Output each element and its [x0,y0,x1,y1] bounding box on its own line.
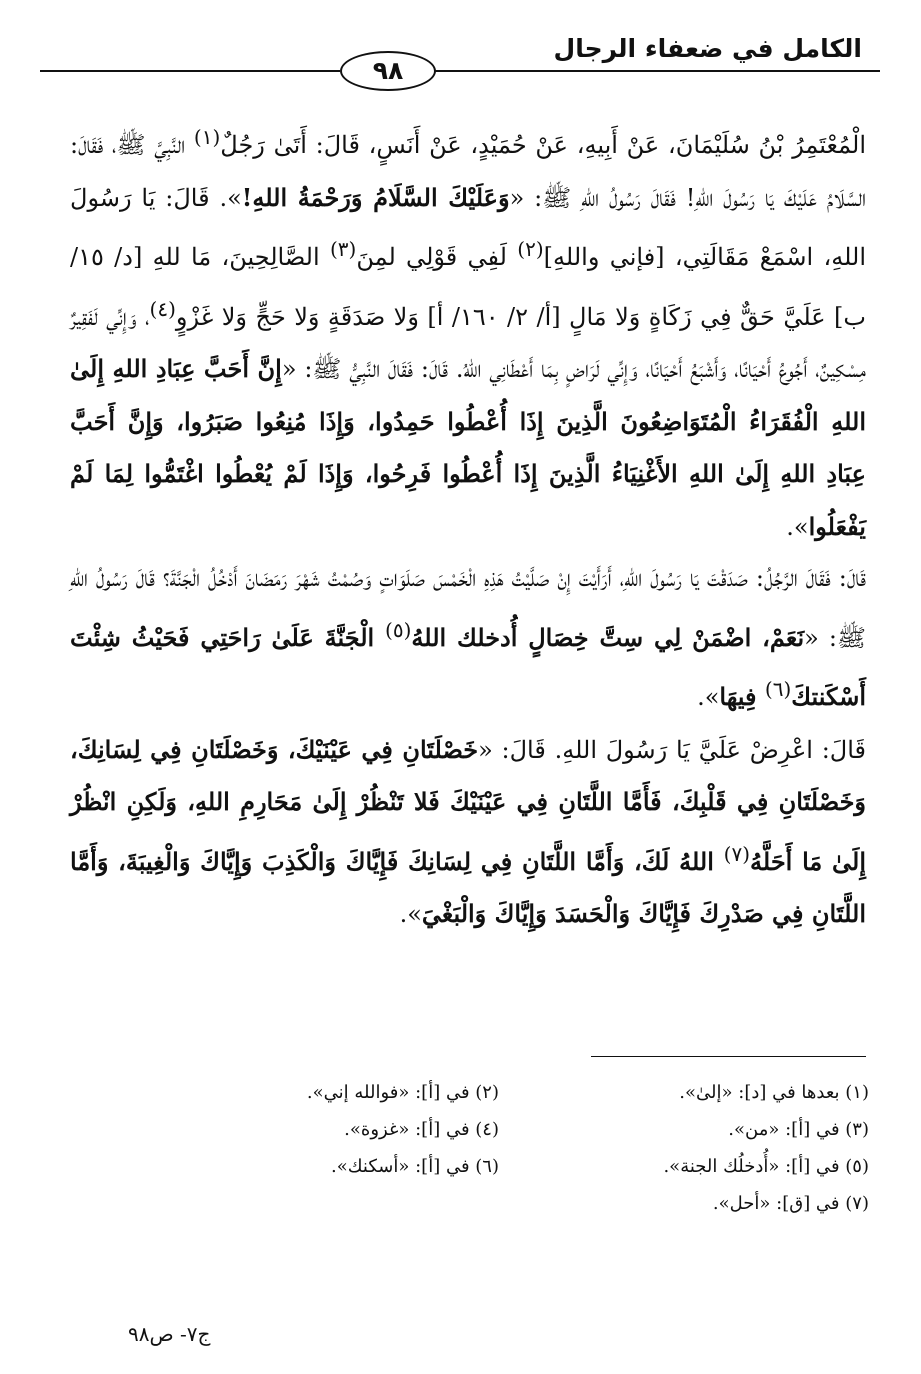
footnotes [69,1074,869,1222]
footnote-row [69,1111,869,1148]
text-segment: ». [786,512,809,541]
paragraph-3 [70,724,866,941]
text-segment: لَفِي قَوْلِي لمِنَ [356,243,518,271]
hadith-text: وَعَلَيْكَ السَّلَامُ وَرَحْمَةُ اللهِ! [241,182,510,212]
hadith-text: خَصْلَتَانِ فِي عَيْنَيْكَ، وَخَصْلَتَانِ فِي لِسَانِكَ، وَخَصْلَتَانِ فِي قَلْبِكَ، فَأَمَّا اللَّتَانِ فِي عَيْنَيْكَ فَلا تَنْظُرْ إِلَىٰ مَحَارِمِ اللهِ، وَلَكِنِ انْظُرْ إِلَىٰ مَا أَحَلَّهُ [70,734,866,876]
page-reference: ج٧- ص٩٨ [128,1322,211,1346]
footnote-ref: (٢) [517,237,544,261]
paragraph-1 [70,112,866,553]
footnote-ref: (٧) [723,841,751,866]
hadith-text: الْجَنَّةَ عَلَىٰ رَاحَتِي فَحَيْثُ شِئْتَ أَسْكَنتكَ [70,622,866,711]
footnote-row [69,1074,869,1111]
footnote: (٥) في [أ]: «أُدخلُك الجنة». [663,1156,869,1177]
text-segment: ، وَإِنِّي لَفَقِيرٌ مِسْكِينٌ، أَجُوعُ أَحْيَانًا، وَأَشْبَعُ أَحْيَانًا، وَإِنِّي لَرَاضٍ بِمَا أَعْطَانِي اللهُ. قَالَ: فَقَالَ النَّبِيُّ ﷺ: « [70,302,867,383]
footnote: (٧) في [ق]: «أحل». [712,1193,869,1214]
footnote-ref: (٤) [149,296,176,321]
main-text [70,112,866,941]
running-title: الكامل في ضعفاء الرجال [553,34,862,63]
text-segment: قَالَ: اعْرِضْ عَلَيَّ يَا رَسُولَ اللهِ. قَالَ: « [478,735,867,764]
hadith-text: نَعَمْ، اضْمَنْ لِي سِتَّ خِصَالٍ أُدخلك اللهُ [411,622,805,652]
footnote-row [69,1148,869,1185]
footnote-ref: (٦) [764,677,792,701]
footnote-ref: (٣) [329,237,357,261]
header-rule-right [435,70,880,72]
page-header [40,30,880,90]
text-segment: ». قَالَ: يَا رَسُولَ اللهِ، اسْمَعْ مَقَالَتِي، [فإني واللهِ] [70,183,866,271]
footnote: (٤) في [أ]: «غزوة». [344,1119,499,1140]
text-segment: ». [697,683,720,711]
hadith-text: فِيهَا [719,682,765,711]
text-segment: الصَّالِحِينَ، مَا للهِ [د/ ١٥/ ب] عَلَيَّ حَقٌّ فِي زَكَاةٍ وَلا مَالٍ [أ/ ٢/ ١٦٠/ أ] وَلا صَدَقَةٍ وَلا حَجٍّ وَلا غَزْوٍ [70,243,866,331]
text-segment: قَالَ: فَقَالَ الرَّجُلُ: صَدَقْتَ يَا رَسُولَ اللهِ، أَرَأَيْتَ إِنْ صَلَّيْتُ هَذِهِ الْخَمْسَ صَلَوَاتٍ وَصُمْتُ شَهْرَ رَمَضَانَ أَدْخُلُ الْجَنَّةَ؟ قَالَ رَسُولُ اللهِ ﷺ: « [70,564,866,652]
text-segment: ». [399,900,422,928]
footnote: (٣) في [أ]: «من». [728,1119,869,1140]
footnote: (١) بعدها في [د]: «إلىٰ». [679,1082,869,1103]
footnote-ref: (١) [193,125,221,149]
footnote: (٢) في [أ]: «فوالله إني». [306,1082,499,1103]
page-number-badge: ٩٨ [340,51,436,91]
footnote-row [69,1185,869,1222]
paragraph-2 [70,553,866,724]
hadith-text: إِنَّ أَحَبَّ عِبَادِ اللهِ إِلَىٰ اللهِ الْفُقَرَاءُ الْمُتَوَاضِعُونَ الَّذِينَ إِذَا أُعْطُوا حَمِدُوا، وَإِذَا مُنِعُوا صَبَرُوا، وَإِنَّ أَحَبَّ عِبَادِ اللهِ إِلَىٰ اللهِ الأَغْنِيَاءُ الَّذِينَ إِذَا أُعْطُوا فَرِحُوا، وَإِذَا لَمْ يُعْطُوا اغْتَمُّوا لِمَا لَمْ يَفْعَلُوا [70,354,866,541]
text-segment: النَّبِيَّ ﷺ، فَقَالَ: السَّلَامُ عَلَيْكَ يَا رَسُولَ اللهِ! فَقَالَ رَسُولُ اللهِ ﷺ: « [70,131,867,212]
header-rule-left [40,70,340,72]
footnote-separator [591,1056,866,1057]
hadith-text: اللهُ لَكَ، وَأَمَّا اللَّتَانِ فِي لِسَانِكَ فَإِيَّاكَ وَالْكَذِبَ وَإِيَّاكَ وَالْغِيبَةَ، وَأَمَّا اللَّتَانِ فِي صَدْرِكَ فَإِيَّاكَ وَالْحَسَدَ وَإِيَّاكَ وَالْبَغْيَ [70,846,866,928]
footnote: (٦) في [أ]: «أسكنك». [331,1156,499,1177]
text-segment: الْمُعْتَمِرُ بْنُ سُلَيْمَانَ، عَنْ أَبِيهِ، عَنْ حُمَيْدٍ، عَنْ أَنَسٍ، قَالَ: أَتَىٰ رَجُلٌ [220,131,866,159]
footnote-ref: (٥) [385,617,412,642]
